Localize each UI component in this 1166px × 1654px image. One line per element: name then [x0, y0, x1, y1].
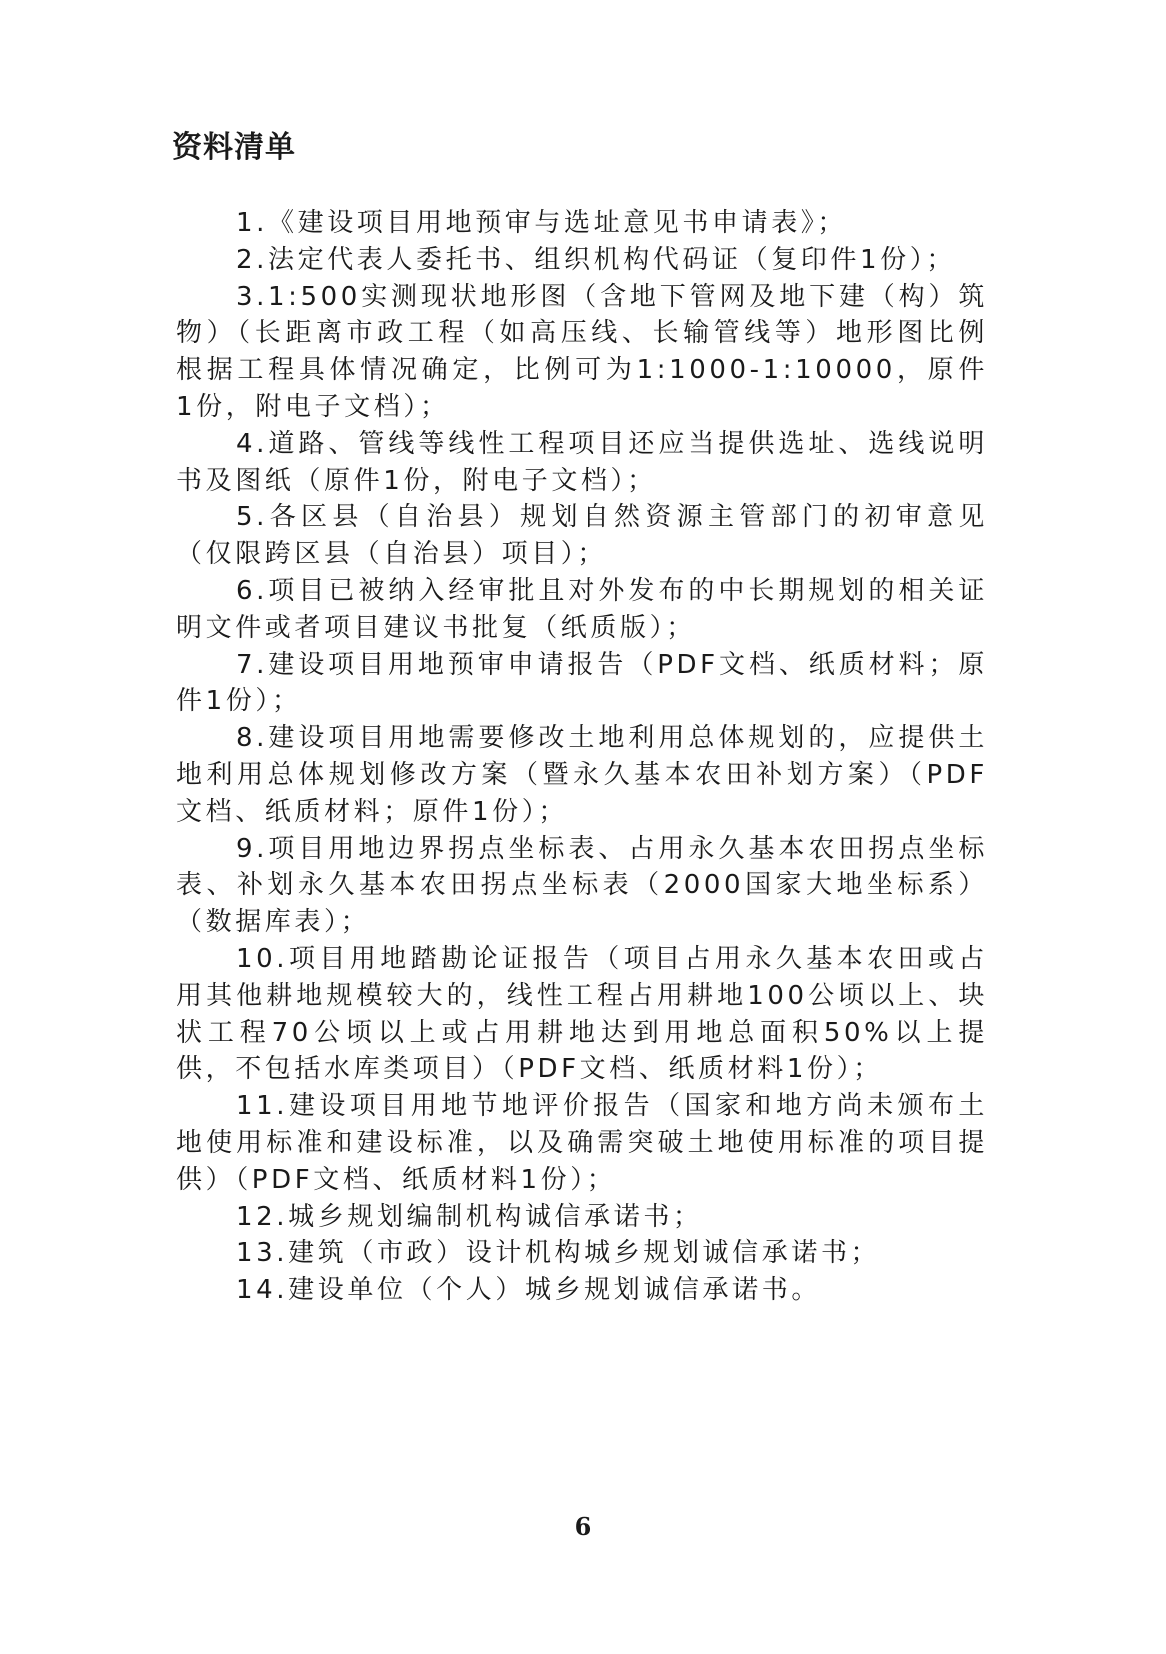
- list-item: 5.各区县（自治县）规划自然资源主管部门的初审意见（仅限跨区县（自治县）项目）；: [176, 502, 988, 570]
- list-item: 7.建设项目用地预审申请报告（PDF文档、纸质材料；原件1份）；: [176, 649, 988, 717]
- page-title: 资料清单: [172, 130, 296, 165]
- list-item: 4.道路、管线等线性工程项目还应当提供选址、选线说明书及图纸（原件1份，附电子文档）；: [176, 428, 988, 496]
- list-item: 13.建筑（市政）设计机构城乡规划诚信承诺书；: [236, 1238, 881, 1269]
- list-item: 6.项目已被纳入经审批且对外发布的中长期规划的相关证明文件或者项目建议书批复（纸质版）；: [176, 575, 988, 643]
- list-item: 2.法定代表人委托书、组织机构代码证（复印件1份）；: [236, 244, 956, 275]
- list-item: 12.城乡规划编制机构诚信承诺书；: [236, 1201, 703, 1232]
- list-item: 14.建设单位（个人）城乡规划诚信承诺书。: [236, 1275, 821, 1306]
- document-list: [176, 205, 988, 1309]
- list-item: 8.建设项目用地需要修改土地利用总体规划的，应提供土地利用总体规划修改方案（暨永久基本农田补划方案）（PDF文档、纸质材料；原件1份）；: [176, 723, 988, 827]
- list-item: 3.1:500实测现状地形图（含地下管网及地下建（构）筑物）（长距离市政工程（如高压线、长输管线等）地形图比例根据工程具体情况确定，比例可为1:1000-1:10000，原件1份，附电子文档）；: [176, 281, 988, 422]
- list-item: 9.项目用地边界拐点坐标表、占用永久基本农田拐点坐标表、补划永久基本农田拐点坐标表（2000国家大地坐标系）（数据库表）；: [176, 833, 988, 938]
- page-number: 6: [574, 1512, 592, 1541]
- list-item: 11.建设项目用地节地评价报告（国家和地方尚未颁布土地使用标准和建设标准，以及确需突破土地使用标准的项目提供）（PDF文档、纸质材料1份）；: [176, 1091, 988, 1195]
- list-item: 1.《建设项目用地预审与选址意见书申请表》；: [236, 208, 848, 238]
- list-item: 10.项目用地踏勘论证报告（项目占用永久基本农田或占用其他耕地规模较大的，线性工程占用耕地100公顷以上、块状工程70公顷以上或占用耕地达到用地总面积50%以上提供，不包括水库类项目）（PDF文档、纸质材料1份）；: [176, 943, 988, 1085]
